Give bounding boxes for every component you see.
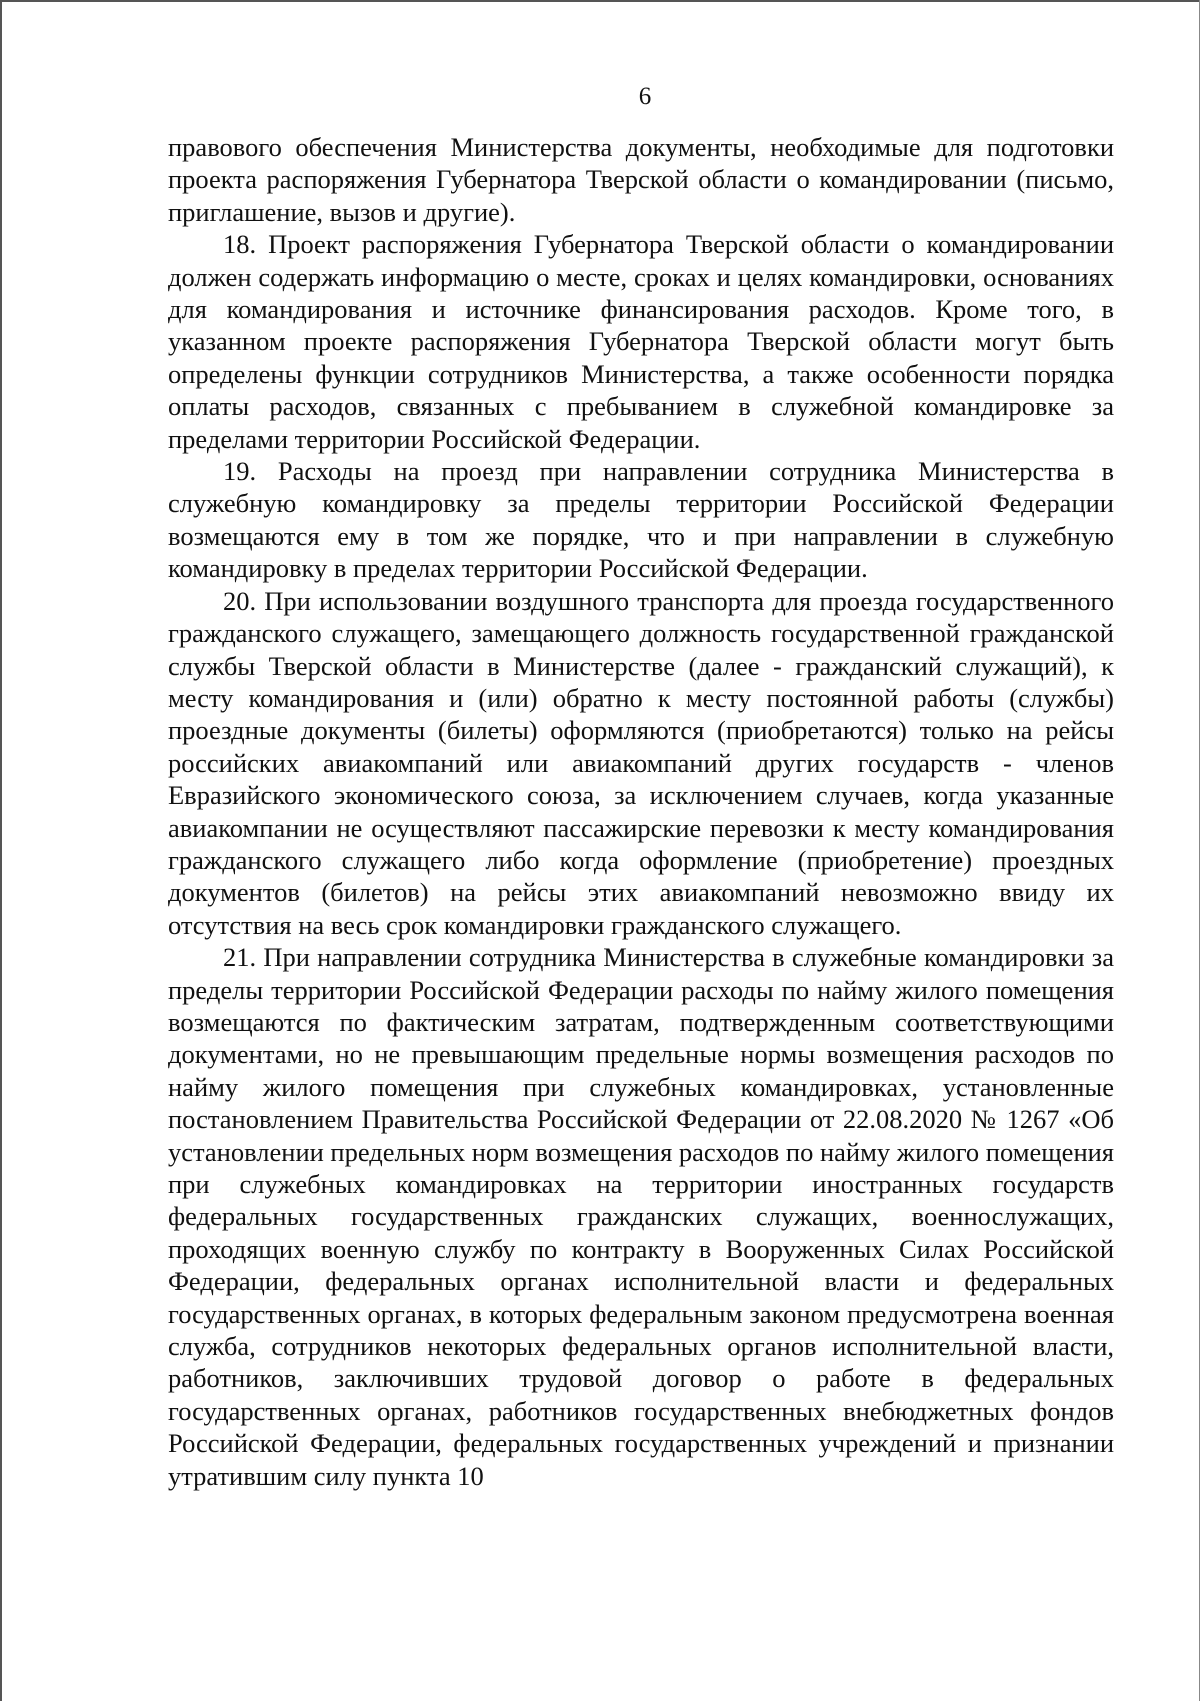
scan-edge-left <box>0 0 2 1701</box>
paragraph-continuation: правового обеспечения Министерства документы, необходимые для подготовки проекта распоряжения Губернатора Тверской области о командировании (письмо, приглашение, вызов и другие). <box>168 132 1114 227</box>
paragraph-20: 20. При использовании воздушного транспорта для проезда государственного гражданского служащего, замещающего должность государственной гражданской службы Тверской области в Министерстве (далее - гражданский служащий), к месту командирования и (или) обратно к месту постоянной работы (службы) проездные документы (билеты) оформляются (приобретаются) только на рейсы российских авиакомпаний или авиакомпаний других государств - членов Евразийского экономического союза, за исключением случаев, когда указанные авиакомпании не осуществляют пассажирские перевозки к месту командирования гражданского служащего либо когда оформление (приобретение) проездных документов (билетов) на рейсы этих авиакомпаний невозможно ввиду их отсутствия на весь срок командировки гражданского служащего. <box>168 585 1114 940</box>
document-body <box>168 131 1114 1492</box>
paragraph-18: 18. Проект распоряжения Губернатора Тверской области о командировании должен содержать информацию о месте, сроках и целях командировки, основаниях для командирования и источнике финансирования расходов. Кроме того, в указанном проекте распоряжения Губернатора Тверской области могут быть определены функции сотрудников Министерства, а также особенности порядка оплаты расходов, связанных с пребыванием в служебной командировке за пределами территории Российской Федерации. <box>168 229 1114 454</box>
paragraph-21: 21. При направлении сотрудника Министерства в служебные командировки за пределы территории Российской Федерации расходы по найму жилого помещения возмещаются по фактическим затратам, подтвержденным соответствующими документами, но не превышающим предельные нормы возмещения расходов по найму жилого помещения при служебных командировках, установленные постановлением Правительства Российской Федерации от 22.08.2020 № 1267 «Об установлении предельных норм возмещения расходов по найму жилого помещения при служебных командировках на территории иностранных государств федеральных государственных гражданских служащих, военнослужащих, проходящих военную службу по контракту в Вооруженных Силах Российской Федерации, федеральных органах исполнительной власти и федеральных государственных органах, в которых федеральным законом предусмотрена военная служба, сотрудников некоторых федеральных органов исполнительной власти, работников, заключивших трудовой договор о работе в федеральных государственных органах, работников государственных внебюджетных фондов Российской Федерации, федеральных государственных учреждений и признании утратившим силу пункта 10 <box>168 942 1114 1491</box>
scan-edge-top <box>0 0 1200 2</box>
paragraph-19: 19. Расходы на проезд при направлении сотрудника Министерства в служебную командировку за пределы территории Российской Федерации возмещаются ему в том же порядке, что и при направлении в служебную командировку в пределах территории Российской Федерации. <box>168 456 1114 584</box>
page-number: 6 <box>638 83 652 110</box>
